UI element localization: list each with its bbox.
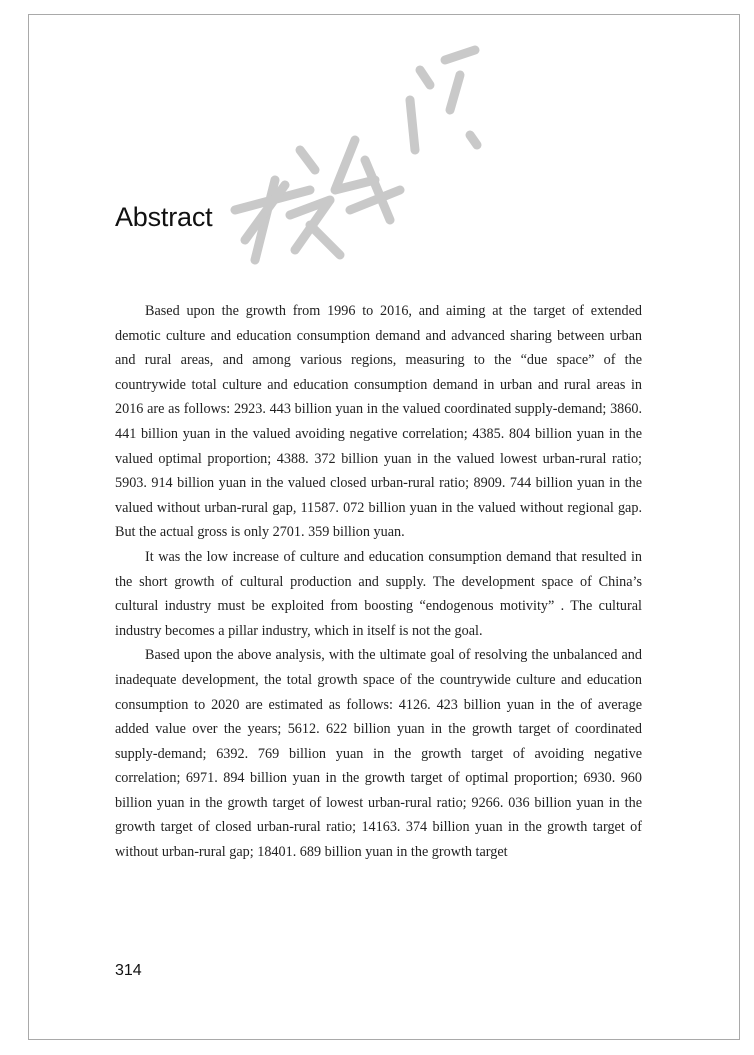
page-number: 314: [115, 962, 142, 979]
abstract-paragraph: Based upon the above analysis, with the ultimate goal of resolving the unbalanced and inadequate development, the total growth space of the countrywide culture and education consumption to 2020 are estimated as follows: 4126. 423 billion yuan in the of average added value over the years; 5612. 622 billion yuan in the growth target of coordinated supply-demand; 6392. 769 billion yuan in the growth target of avoiding negative correlation; 6971. 894 billion yuan in the growth target of optimal proportion; 6930. 960 billion yuan in the growth target of lowest urban-rural ratio; 9266. 036 billion yuan in the growth target of closed urban-rural ratio; 14163. 374 billion yuan in the growth target of without urban-rural gap; 18401. 689 billion yuan in the growth target: [115, 647, 642, 861]
abstract-paragraph: Based upon the growth from 1996 to 2016, and aiming at the target of extended demotic culture and education consumption demand and advanced sharing between urban and rural areas, and among various regions, measuring to the “due space” of the countrywide total culture and education consumption demand in urban and rural areas in 2016 are as follows: 2923. 443 billion yuan in the valued coordinated supply-demand; 3860. 441 billion yuan in the valued avoiding negative correlation; 4385. 804 billion yuan in the valued optimal proportion; 4388. 372 billion yuan in the valued lowest urban-rural ratio; 5903. 914 billion yuan in the valued closed urban-rural ratio; 8909. 744 billion yuan in the valued without urban-rural gap, 11587. 072 billion yuan in the valued without regional gap. But the actual gross is only 2701. 359 billion yuan.: [115, 303, 642, 541]
abstract-body: [115, 299, 642, 865]
section-heading: Abstract: [115, 202, 213, 232]
abstract-paragraph: It was the low increase of culture and education consumption demand that resulted in the short growth of cultural production and supply. The development space of China’s cultural industry must be exploited from boosting “endogenous motivity” . The cultural industry becomes a pillar industry, which in itself is not the goal.: [115, 548, 642, 639]
